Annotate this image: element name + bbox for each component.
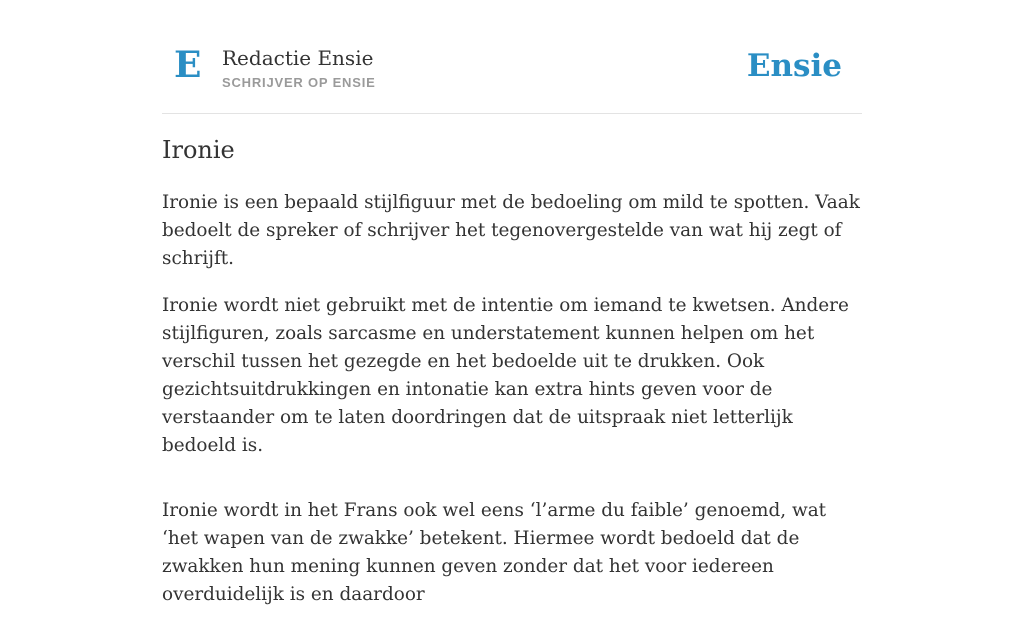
author-name[interactable]: Redactie Ensie	[222, 46, 374, 70]
paragraph: Ironie wordt niet gebruikt met de intentie om iemand te kwetsen. Andere stijlfiguren, zoals sarcasme en understatement kunnen helpen om het verschil tussen het gezegde en het bedoelde uit te drukken. Ook gezichtsuitdrukkingen en intonatie kan extra hints geven voor de verstaander om te laten doordringen dat de uitspraak niet letterlijk bedoeld is.	[162, 295, 849, 456]
article-title: Ironie	[162, 136, 235, 164]
author-header	[162, 0, 862, 114]
author-logo[interactable]: E	[174, 44, 202, 86]
article-body	[162, 189, 862, 628]
ensie-logo[interactable]: Ensie	[746, 48, 842, 84]
paragraph: Ironie wordt in het Frans ook wel eens ‘l’arme du faible’ genoemd, wat ‘het wapen van de zwakke’ betekent. Hiermee wordt bedoeld dat de zwakken hun mening kunnen geven zonder dat het voor iedereen overduidelijk is en daardoor	[162, 500, 827, 605]
author-role: SCHRIJVER OP ENSIE	[222, 75, 376, 90]
paragraph: Ironie is een bepaald stijlfiguur met de bedoeling om mild te spotten. Vaak bedoelt de spreker of schrijver het tegenovergestelde van wat hij zegt of schrijft.	[162, 192, 860, 269]
article-page	[162, 0, 862, 605]
